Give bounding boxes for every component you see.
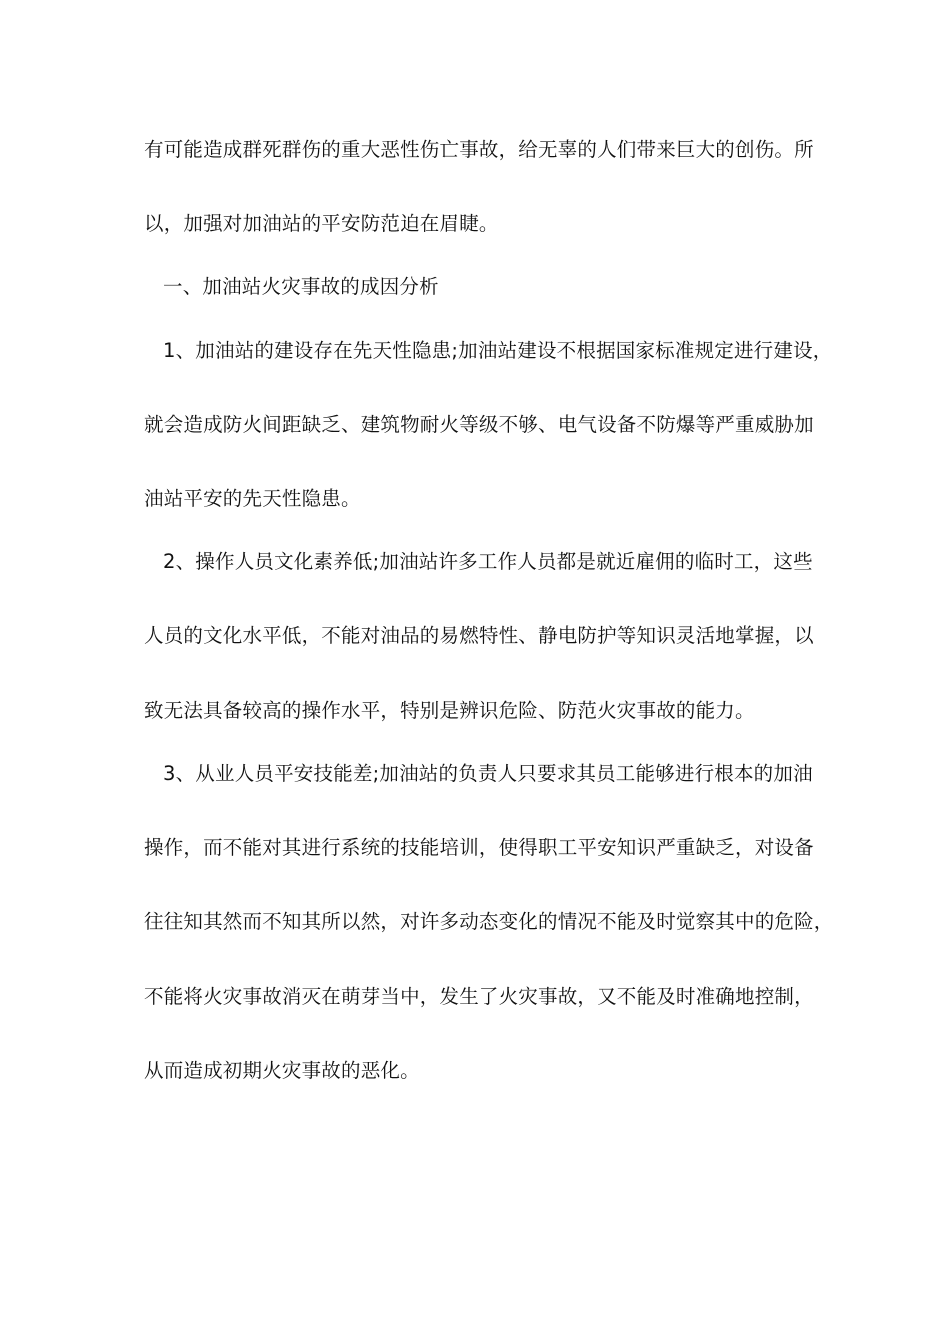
paragraph-line: 有可能造成群死群伤的重大恶性伤亡事故，给无辜的人们带来巨大的创伤。所	[144, 138, 814, 161]
paragraph-line: 1、加油站的建设存在先天性隐患;加油站建设不根据国家标准规定进行建设，	[163, 339, 833, 362]
paragraph-line: 人员的文化水平低，不能对油品的易燃特性、静电防护等知识灵活地掌握，以	[144, 624, 814, 647]
paragraph-line: 致无法具备较高的操作水平，特别是辨识危险、防范火灾事故的能力。	[144, 699, 755, 722]
paragraph-line: 就会造成防火间距缺乏、建筑物耐火等级不够、电气设备不防爆等严重威胁加	[144, 413, 814, 436]
paragraph-line: 往往知其然而不知其所以然，对许多动态变化的情况不能及时觉察其中的危险，	[144, 910, 834, 933]
paragraph-line: 油站平安的先天性隐患。	[144, 487, 361, 510]
paragraph-line: 不能将火灾事故消灭在萌芽当中，发生了火灾事故，又不能及时准确地控制，	[144, 985, 814, 1008]
paragraph-line: 操作，而不能对其进行系统的技能培训，使得职工平安知识严重缺乏，对设备	[144, 836, 814, 859]
paragraph-line: 以，加强对加油站的平安防范迫在眉睫。	[144, 212, 499, 235]
paragraph-line: 2、操作人员文化素养低;加油站许多工作人员都是就近雇佣的临时工，这些	[163, 550, 813, 573]
paragraph-line: 从而造成初期火灾事故的恶化。	[144, 1059, 420, 1082]
paragraph-line: 3、从业人员平安技能差;加油站的负责人只要求其员工能够进行根本的加油	[163, 762, 813, 785]
section-heading: 一、加油站火灾事故的成因分析	[163, 275, 439, 298]
